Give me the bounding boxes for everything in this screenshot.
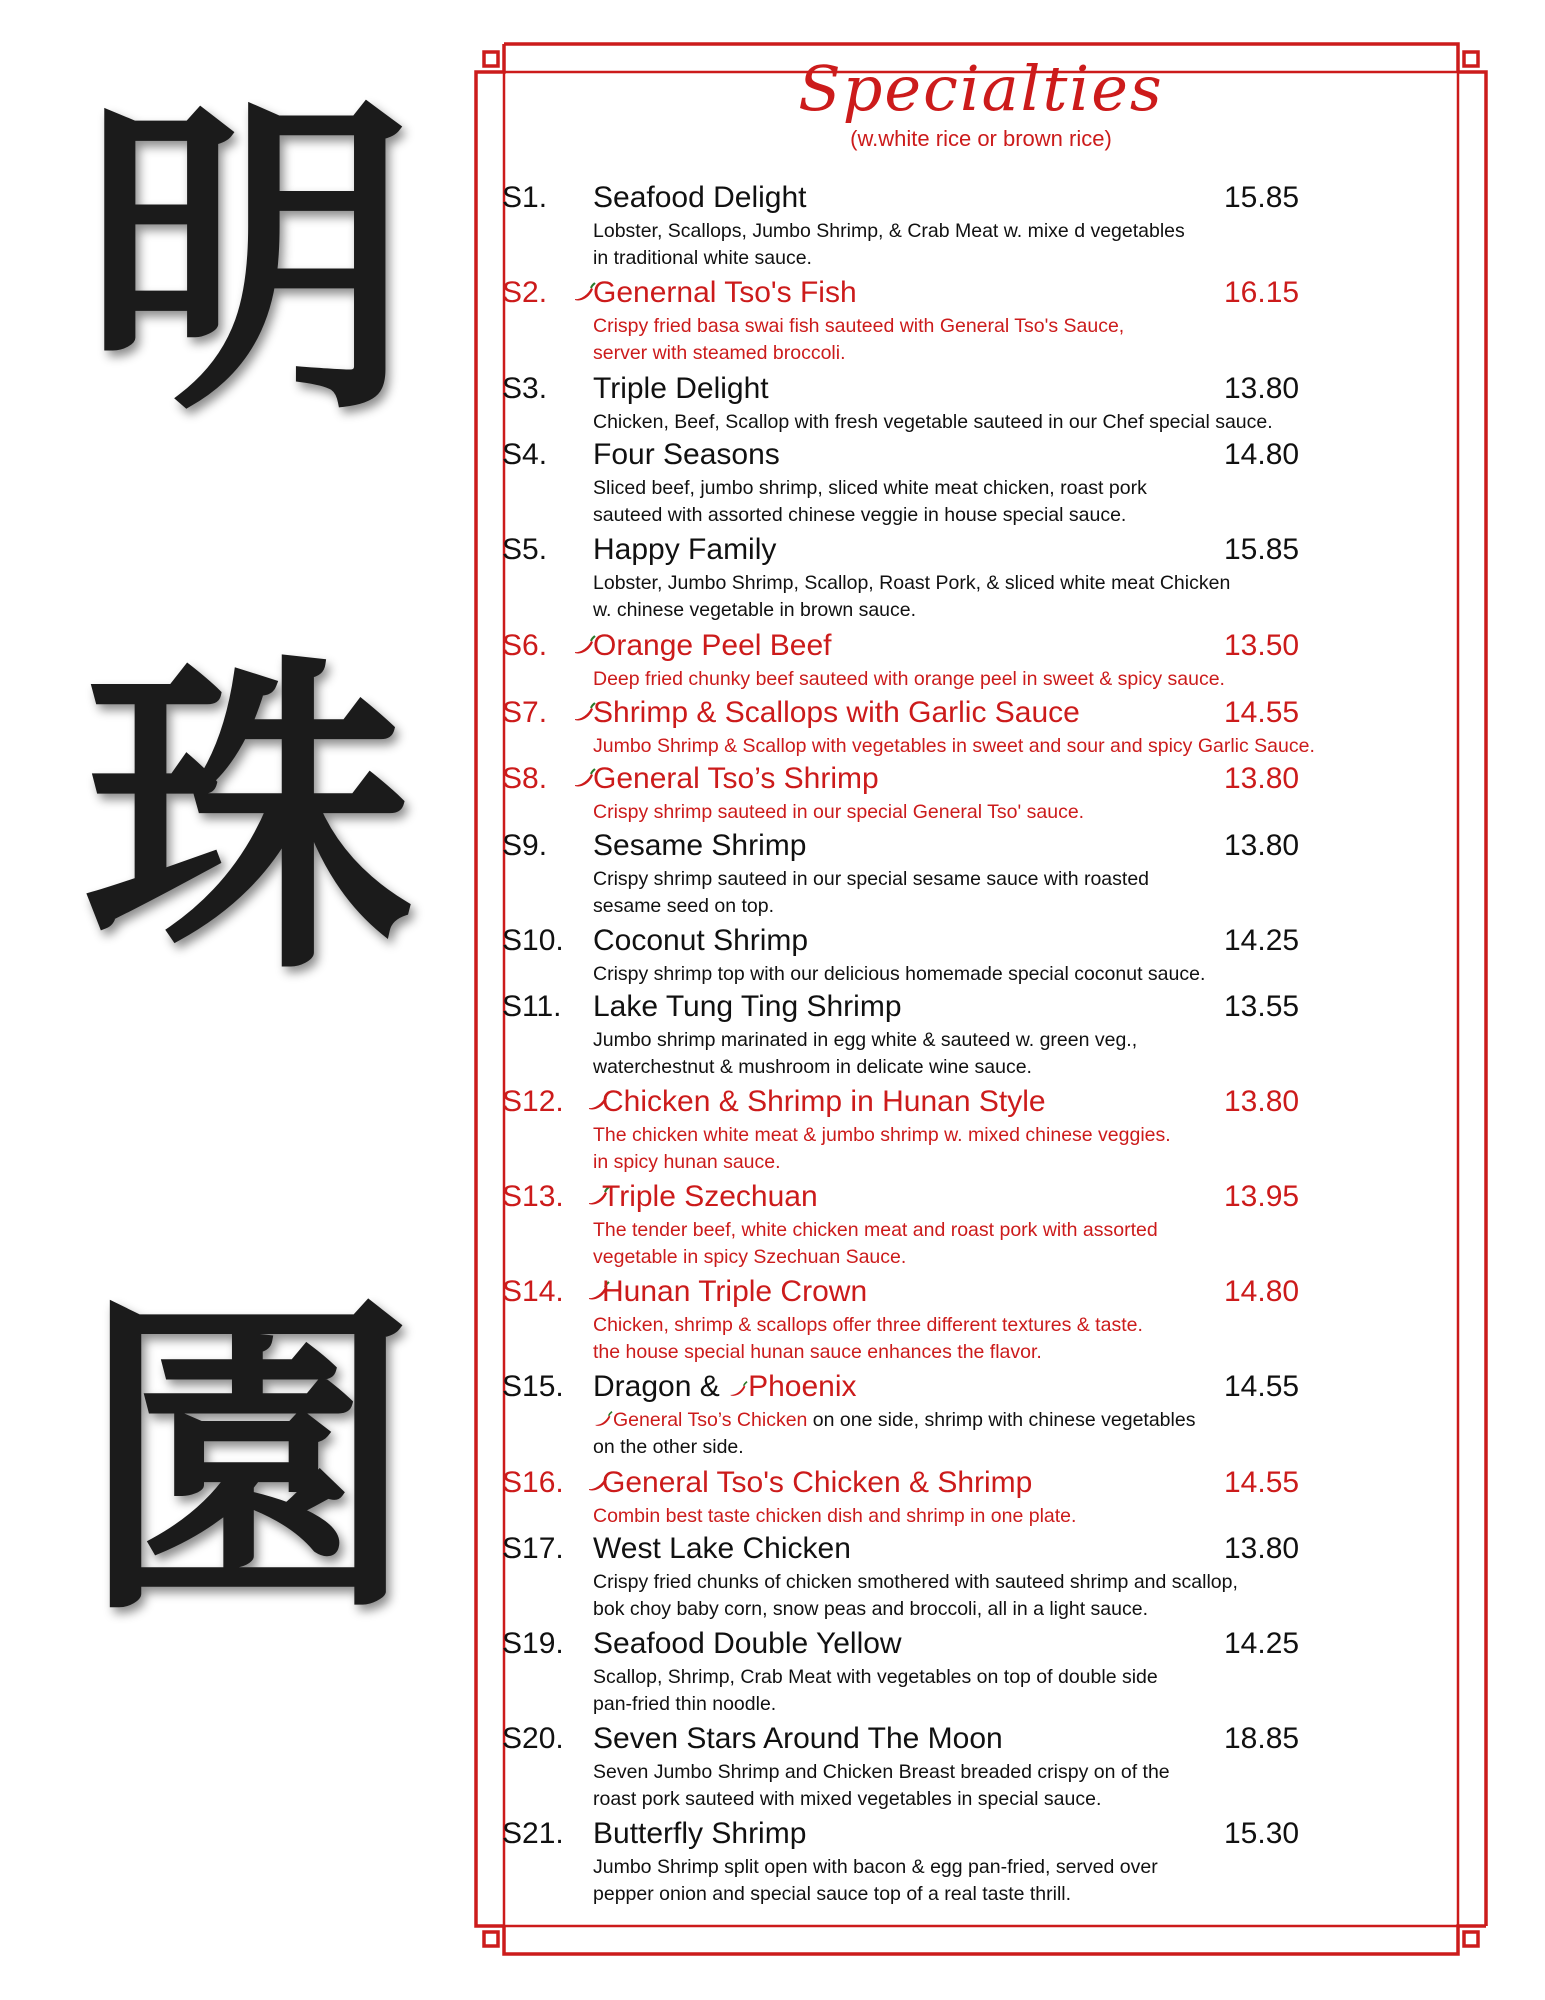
item-description: Sliced beef, jumbo shrimp, sliced white meat chicken, roast pork sauteed with assorted chinese veggie in house special sauce. bbox=[593, 477, 1147, 526]
calligraphy-char-3: 園 bbox=[83, 1266, 413, 1654]
item-price: 13.80 bbox=[1224, 829, 1300, 862]
item-description: Deep fried chunky beef sauteed with orange peel in sweet & spicy sauce. bbox=[593, 668, 1225, 690]
item-code: S2. bbox=[502, 276, 548, 309]
item-name: General Tso's Chicken & Shrimp bbox=[602, 1466, 1033, 1499]
item-name: Dragon & Phoenix bbox=[593, 1370, 857, 1403]
item-code: S17. bbox=[502, 1532, 564, 1565]
item-code: S12. bbox=[502, 1085, 564, 1118]
menu-item bbox=[502, 1719, 1473, 1813]
calligraphy-char-1: 明 bbox=[83, 66, 413, 454]
item-price: 14.55 bbox=[1224, 1370, 1300, 1403]
item-code: S7. bbox=[502, 696, 548, 729]
item-name: Hunan Triple Crown bbox=[602, 1275, 868, 1308]
item-name: General Tso’s Shrimp bbox=[593, 762, 879, 795]
item-description: Scallop, Shrimp, Crab Meat with vegetables on top of double side pan-fried thin noodle. bbox=[593, 1666, 1158, 1715]
item-name: Triple Szechuan bbox=[602, 1180, 818, 1213]
item-name: West Lake Chicken bbox=[593, 1532, 851, 1565]
menu-item bbox=[502, 178, 1473, 272]
menu-item bbox=[502, 1624, 1473, 1718]
item-price: 15.30 bbox=[1224, 1817, 1300, 1850]
item-description: The tender beef, white chicken meat and roast pork with assorted vegetable in spicy Szechuan Sauce. bbox=[593, 1219, 1158, 1268]
menu-item bbox=[502, 1177, 1473, 1271]
menu-item bbox=[502, 1529, 1473, 1623]
item-price: 15.85 bbox=[1224, 181, 1300, 214]
item-code: S4. bbox=[502, 438, 548, 471]
item-description: General Tso’s Chicken on one side, shrimp with chinese vegetables on the other side. bbox=[593, 1409, 1196, 1458]
menu-item bbox=[502, 1082, 1473, 1176]
item-code: S15. bbox=[502, 1370, 564, 1403]
item-name: Happy Family bbox=[593, 533, 777, 566]
item-price: 14.25 bbox=[1224, 924, 1300, 957]
item-code: S9. bbox=[502, 829, 548, 862]
item-price: 14.55 bbox=[1224, 696, 1300, 729]
menu-item bbox=[502, 626, 1473, 693]
item-code: S3. bbox=[502, 372, 548, 405]
menu-item bbox=[502, 1367, 1473, 1461]
item-price: 13.95 bbox=[1224, 1180, 1300, 1213]
item-description: Lobster, Scallops, Jumbo Shrimp, & Crab Meat w. mixe d vegetables in traditional white sauce. bbox=[593, 220, 1185, 269]
item-code: S11. bbox=[502, 990, 562, 1023]
item-description: Jumbo shrimp marinated in egg white & sauteed w. green veg., waterchestnut & mushroom in delicate wine sauce. bbox=[593, 1029, 1138, 1078]
item-code: S8. bbox=[502, 762, 548, 795]
item-description: Crispy shrimp top with our delicious homemade special coconut sauce. bbox=[593, 963, 1206, 985]
calligraphy-char-2: 珠 bbox=[83, 626, 413, 1014]
item-description: The chicken white meat & jumbo shrimp w. mixed chinese veggies. in spicy hunan sauce. bbox=[593, 1124, 1171, 1173]
page-title: Specialties bbox=[798, 52, 1164, 125]
item-code: S5. bbox=[502, 533, 548, 566]
item-description: Crispy shrimp sauteed in our special sesame sauce with roasted sesame seed on top. bbox=[593, 868, 1150, 917]
item-price: 13.55 bbox=[1224, 990, 1300, 1023]
item-description: Chicken, Beef, Scallop with fresh vegetable sauteed in our Chef special sauce. bbox=[593, 411, 1273, 433]
item-price: 13.50 bbox=[1224, 629, 1300, 662]
menu-item bbox=[502, 826, 1473, 920]
menu-item bbox=[502, 273, 1473, 367]
menu-item bbox=[502, 1814, 1473, 1908]
item-name: Triple Delight bbox=[593, 372, 769, 405]
item-description: Combin best taste chicken dish and shrimp in one plate. bbox=[593, 1505, 1077, 1527]
item-name: Seafood Double Yellow bbox=[593, 1627, 902, 1660]
item-price: 16.15 bbox=[1224, 276, 1300, 309]
item-price: 13.80 bbox=[1224, 762, 1300, 795]
item-name: Sesame Shrimp bbox=[593, 829, 807, 862]
menu-item bbox=[502, 369, 1473, 436]
item-price: 14.55 bbox=[1224, 1466, 1300, 1499]
item-price: 14.80 bbox=[1224, 438, 1300, 471]
item-code: S14. bbox=[502, 1275, 564, 1308]
item-description: Chicken, shrimp & scallops offer three different textures & taste. the house special hunan sauce enhances the flavor. bbox=[593, 1314, 1143, 1363]
item-name: Lake Tung Ting Shrimp bbox=[593, 990, 902, 1023]
item-name: Coconut Shrimp bbox=[593, 924, 809, 957]
item-name: Four Seasons bbox=[593, 438, 780, 471]
item-description: Crispy fried basa swai fish sauteed with General Tso's Sauce, server with steamed broccoli. bbox=[593, 315, 1125, 364]
item-code: S13. bbox=[502, 1180, 564, 1213]
item-price: 13.80 bbox=[1224, 1085, 1300, 1118]
menu-item bbox=[502, 530, 1473, 624]
menu-item bbox=[502, 1272, 1473, 1366]
pepper-icon bbox=[728, 1369, 748, 1387]
item-name: Genernal Tso's Fish bbox=[593, 276, 857, 309]
item-name: Butterfly Shrimp bbox=[593, 1817, 807, 1850]
item-code: S16. bbox=[502, 1466, 564, 1499]
item-code: S6. bbox=[502, 629, 548, 662]
item-name: Shrimp & Scallops with Garlic Sauce bbox=[593, 696, 1080, 729]
item-price: 13.80 bbox=[1224, 372, 1300, 405]
item-description: Jumbo Shrimp & Scallop with vegetables in sweet and sour and spicy Garlic Sauce. bbox=[593, 735, 1315, 757]
item-price: 15.85 bbox=[1224, 533, 1300, 566]
item-code: S20. bbox=[502, 1722, 564, 1755]
item-price: 14.25 bbox=[1224, 1627, 1300, 1660]
item-description: Seven Jumbo Shrimp and Chicken Breast breaded crispy on of the roast pork sauteed with mixed vegetables in special sauce. bbox=[593, 1761, 1170, 1810]
item-name: Chicken & Shrimp in Hunan Style bbox=[602, 1085, 1046, 1118]
menu-item bbox=[502, 1463, 1473, 1530]
item-description: Crispy shrimp sauteed in our special General Tso' sauce. bbox=[593, 801, 1085, 823]
item-description: Jumbo Shrimp split open with bacon & egg pan-fried, served over pepper onion and special sauce top of a real taste thrill. bbox=[593, 1856, 1158, 1905]
menu-item bbox=[502, 693, 1473, 760]
item-code: S21. bbox=[502, 1817, 564, 1850]
item-code: S19. bbox=[502, 1627, 564, 1660]
item-name: Seafood Delight bbox=[593, 181, 807, 214]
page-subtitle: (w.white rice or brown rice) bbox=[850, 126, 1112, 151]
menu-item bbox=[502, 921, 1473, 988]
item-name: Seven Stars Around The Moon bbox=[593, 1722, 1003, 1755]
item-code: S10. bbox=[502, 924, 564, 957]
item-description: Crispy fried chunks of chicken smothered with sauteed shrimp and scallop, bok choy baby corn, snow peas and broccoli, all in a light sauce. bbox=[593, 1571, 1238, 1620]
menu-item bbox=[502, 987, 1473, 1081]
item-price: 13.80 bbox=[1224, 1532, 1300, 1565]
item-code: S1. bbox=[502, 181, 548, 214]
item-description: Lobster, Jumbo Shrimp, Scallop, Roast Pork, & sliced white meat Chicken w. chinese vegetable in brown sauce. bbox=[593, 572, 1231, 621]
item-name: Orange Peel Beef bbox=[593, 629, 832, 662]
menu-item bbox=[502, 759, 1473, 826]
item-price: 14.80 bbox=[1224, 1275, 1300, 1308]
item-price: 18.85 bbox=[1224, 1722, 1300, 1755]
menu-item bbox=[502, 435, 1473, 529]
pepper-icon bbox=[593, 1409, 613, 1427]
